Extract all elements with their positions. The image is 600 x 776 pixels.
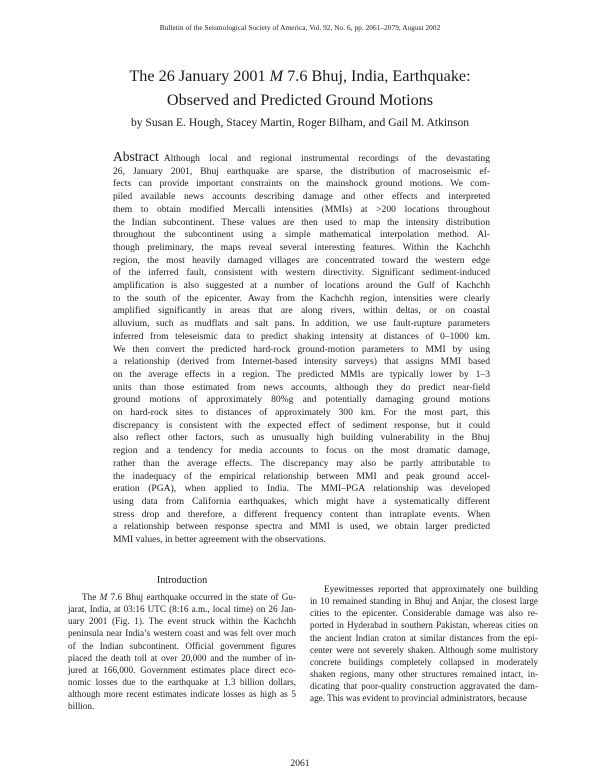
- body-text-line: placed the death toll at over 20,000 and the number of in-: [68, 652, 296, 663]
- body-text-line: shaken regions, many other structures remained intact, in-: [310, 669, 538, 680]
- abstract-line: ground motions of approximately 80%g and potentially damaging ground motions: [113, 394, 490, 406]
- abstract-line: discrepancy is consistent with the expected effect of sediment response, but it could: [113, 419, 490, 431]
- body-text-line: center were not severely shaken. Although some multistory: [310, 644, 538, 655]
- body-text-line: billion.: [68, 701, 95, 712]
- body-text-line: ported in Hyderabad in southern Pakistan, whereas cities on: [310, 620, 538, 631]
- abstract-line: alluvium, such as mudflats and salt pans. In addition, we use fault-rupture parameters: [113, 318, 490, 330]
- body-text-line: in 10 remained standing in Bhuj and Anjar, the closest large: [310, 596, 538, 607]
- body-text-line: Eyewitnesses reported that approximately one building: [324, 584, 538, 594]
- abstract-line: piled available news accounts describing damage and other effects and interpreted: [113, 191, 490, 203]
- abstract-line: them to obtain modified Mercalli intensities (MMIs) at >200 locations throughout: [113, 203, 490, 215]
- abstract-line: on the average effects in a region. The predicted MMIs are typically lower by 1–3: [113, 368, 490, 380]
- abstract-line: the Indian subcontinent. These values are then used to map the intensity distribution: [113, 216, 490, 228]
- body-text-line: age. This was evident to provincial administrators, because: [310, 693, 527, 704]
- abstract-line: on hard-rock sites to distances of approximately 300 km. For the most part, this: [113, 407, 490, 419]
- abstract-line: region and a tendency for media accounts to focus on the most dramatic damage,: [113, 445, 490, 457]
- abstract-line: 26, January 2001, Bhuj earthquake are sparse, the distribution of macroseismic ef-: [113, 165, 490, 177]
- abstract-line: the inadequacy of the empirical relationship between MMI and peak ground accel-: [113, 470, 490, 482]
- abstract-label: Abstract: [113, 149, 159, 164]
- abstract-line: amplified significantly in areas that are along rivers, within deltas, or on coastal: [113, 305, 490, 317]
- abstract-line: We then convert the predicted hard-rock ground-motion parameters to MMI by using: [113, 343, 490, 355]
- body-text-line: the ancient Indian craton at similar distances from the epi-: [310, 632, 538, 643]
- abstract-line: to the south of the epicenter. Away from the Kachchh region, intensities were clearly: [113, 292, 490, 304]
- article-title: [40, 64, 560, 112]
- body-text-line: concrete buildings completely collapsed in moderately: [310, 656, 538, 667]
- abstract-line: fects can provide important constraints on the mainshock ground motions. We com-: [113, 178, 490, 190]
- abstract-line: of the inferred fault, consistent with western directivity. Significant sediment-induced: [113, 267, 490, 279]
- abstract-line: inferred from teleseismic data to predict shaking intensity at distances of 0–1000 km.: [113, 330, 490, 342]
- abstract-line: a relationship (derived from Internet-based intensity surveys) that assigns MMI based: [113, 356, 490, 368]
- abstract-line: MMI values, in better agreement with the observations.: [113, 534, 326, 546]
- body-text-line: jured at 166,000. Government estimates place direct eco-: [68, 664, 296, 675]
- title-line-1: The 26 January 2001 M 7.6 Bhuj, India, Earthquake:: [129, 67, 471, 85]
- author-line: by Susan E. Hough, Stacey Martin, Roger Bilham, and Gail M. Atkinson: [130, 116, 470, 129]
- abstract-line: also reflect other factors, such as unusually high building vulnerability in the Bhuj: [113, 432, 490, 444]
- title-line-2: Observed and Predicted Ground Motions: [166, 91, 434, 109]
- introduction-left-column: [68, 591, 296, 713]
- body-text-line: of the Indian subcontinent. Official government figures: [68, 640, 296, 651]
- body-text-line: The M 7.6 Bhuj earthquake occurred in the state of Gu-: [82, 592, 296, 602]
- abstract-line: rather than the average effects. The discrepancy may also be partly attributable to: [113, 457, 490, 469]
- abstract-line: eration (PGA), when applied to India. The MMI–PGA relationship was developed: [113, 483, 490, 495]
- body-text-line: jarat, India, at 03:16 UTC (8:16 a.m., local time) on 26 Jan-: [68, 604, 296, 615]
- abstract-line: throughout the subcontinent using a simple mathematical interpolation method. Al-: [113, 229, 490, 241]
- abstract-line: stress drop and therefore, a different frequency content than intraplate events. When: [113, 508, 490, 520]
- abstract-line-text: Although local and regional instrumental recordings of the devastating: [163, 153, 490, 164]
- body-text-line: nomic losses due to the earthquake at 1.3 billion dollars,: [68, 677, 296, 688]
- body-text-line: peninsula near India’s western coast and was felt over much: [68, 628, 296, 639]
- section-heading-introduction: Introduction: [156, 575, 208, 586]
- abstract-line: amplification is also suggested at a number of locations around the Gulf of Kachchh: [113, 280, 490, 292]
- abstract-line: [113, 151, 490, 166]
- abstract: [113, 151, 490, 547]
- journal-header: Bulletin of the Seismological Society of America, Vol. 92, No. 6, pp. 2061–2079, August 2002: [159, 23, 441, 32]
- abstract-line: though preliminary, the maps reveal several interesting features. Within the Kachchh: [113, 241, 490, 253]
- introduction-right-column: [310, 583, 538, 705]
- body-text-line: dicating that poor-quality construction aggravated the dam-: [310, 681, 538, 692]
- body-text-line: cities to the epicenter. Considerable damage was also re-: [310, 608, 538, 619]
- abstract-line: a relationship between response spectra and MMI is used, we obtain larger predicted: [113, 521, 490, 533]
- body-text-line: although more recent estimates indicate losses as high as 5: [68, 689, 296, 700]
- abstract-line: region, the most heavily damaged villages are concentrated toward the western edge: [113, 254, 490, 266]
- abstract-line: units than those estimated from news accounts, although they do predict near-field: [113, 381, 490, 393]
- page-number: 2061: [290, 758, 310, 769]
- body-text-line: uary 2001 (Fig. 1). The event struck within the Kachchh: [68, 616, 296, 627]
- abstract-line: using data from California earthquakes, which might have a systematically different: [113, 495, 490, 507]
